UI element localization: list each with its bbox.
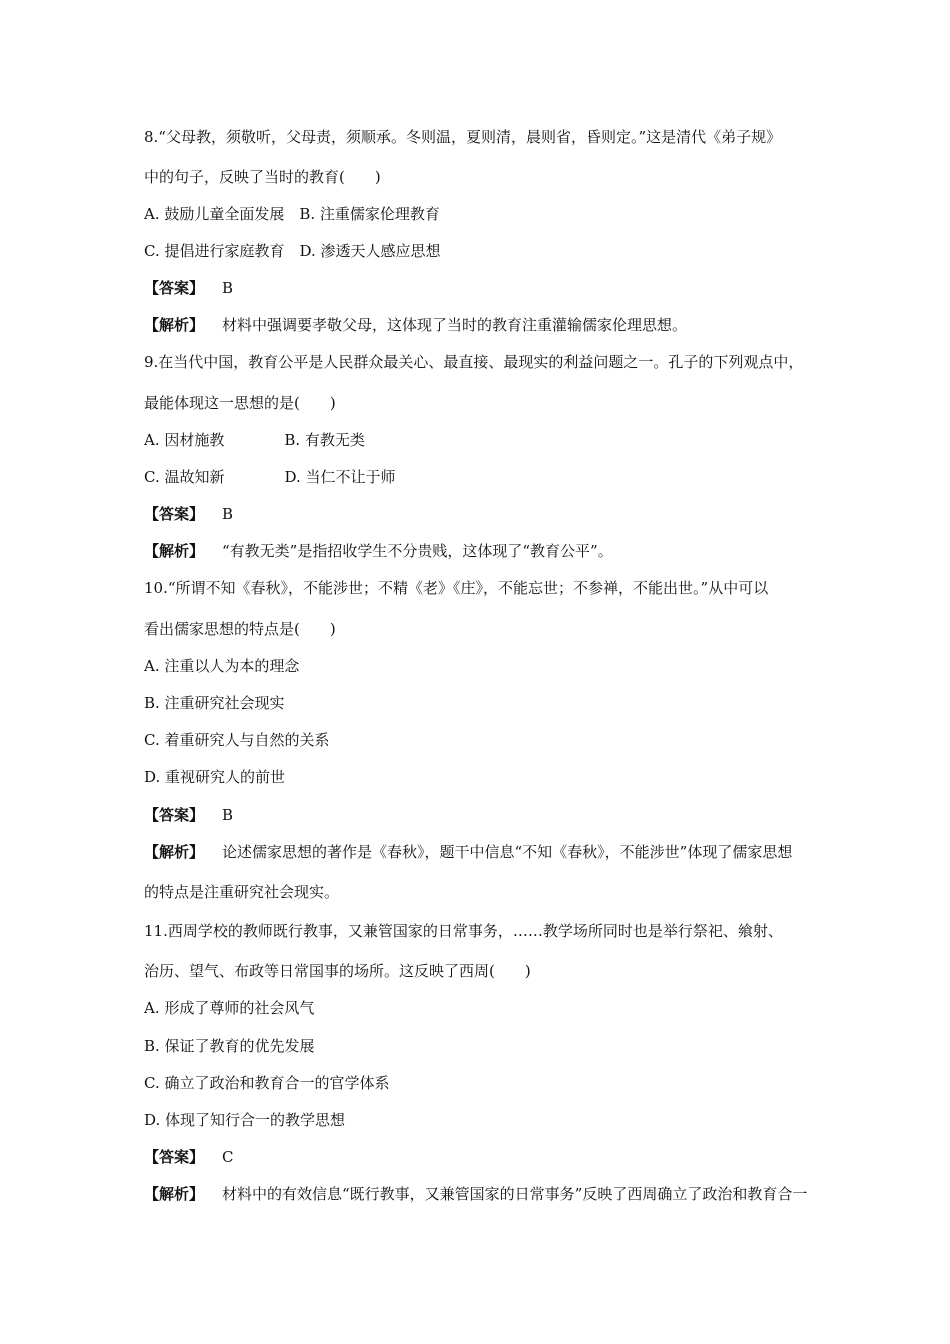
q9-analysis-row [144,541,824,561]
analysis-tag: 【解析】 [144,843,205,861]
q10-analysis-line2: 的特点是注重研究社会现实。 [144,883,340,901]
q8-analysis-row [144,315,824,335]
q11-analysis-row [144,1184,824,1204]
q11-option-c: C. 确立了政治和教育合一的官学体系 [144,1074,390,1092]
q9-options-ab: A. 因材施教 B. 有教无类 [144,431,365,449]
q8-analysis: 材料中强调要孝敬父母，这体现了当时的教育注重灌输儒家伦理思想。 [222,316,688,334]
answer-tag: 【答案】 [144,1148,205,1166]
q10-answer: B [222,806,234,824]
q10-stem-line2: 看出儒家思想的特点是( ) [144,620,336,638]
q11-option-d: D. 体现了知行合一的教学思想 [144,1111,346,1129]
q10-answer-row [144,805,824,825]
q10-stem-line1: 10.“所谓不知《春秋》，不能涉世；不精《老》《庄》，不能忘世；不参禅，不能出世。”从中可以 [144,579,769,597]
q8-options-ab: A. 鼓励儿童全面发展 B. 注重儒家伦理教育 [144,205,440,223]
q9-options-cd: C. 温故知新 D. 当仁不让于师 [144,468,396,486]
q11-answer-row [144,1147,824,1167]
q10-analysis: 论述儒家思想的著作是《春秋》，题干中信息“不知《春秋》，不能涉世”体现了儒家思想 [222,843,793,861]
answer-tag: 【答案】 [144,279,205,297]
q10-option-c: C. 着重研究人与自然的关系 [144,731,330,749]
q8-answer-row [144,278,824,298]
q8-stem-line2: 中的句子，反映了当时的教育( ) [144,168,381,186]
q8-options-cd: C. 提倡进行家庭教育 D. 渗透天人感应思想 [144,242,441,260]
q9-answer-row [144,504,824,524]
q11-stem-line1: 11.西周学校的教师既行教事，又兼管国家的日常事务，……教学场所同时也是举行祭祀、飨射、 [144,922,783,940]
analysis-tag: 【解析】 [144,1185,205,1203]
q10-option-a: A. 注重以人为本的理念 [144,657,300,675]
q10-option-d: D. 重视研究人的前世 [144,768,286,786]
analysis-tag: 【解析】 [144,542,205,560]
analysis-tag: 【解析】 [144,316,205,334]
answer-tag: 【答案】 [144,505,205,523]
q11-answer: C [222,1148,234,1166]
q10-option-b: B. 注重研究社会现实 [144,694,285,712]
q10-analysis-row [144,842,824,862]
q8-stem-line1: 8.“父母教，须敬听，父母责，须顺承。冬则温，夏则清，晨则省，昏则定。”这是清代《弟子规》 [144,128,782,146]
q8-answer: B [222,279,234,297]
q11-stem-line2: 治历、望气、布政等日常国事的场所。这反映了西周( ) [144,962,531,980]
q9-stem-line1: 9.在当代中国，教育公平是人民群众最关心、最直接、最现实的利益问题之一。孔子的下列观点中， [144,353,804,371]
q11-analysis: 材料中的有效信息“既行教事，又兼管国家的日常事务”反映了西周确立了政治和教育合一 [222,1185,808,1203]
q11-option-b: B. 保证了教育的优先发展 [144,1037,315,1055]
q9-stem-line2: 最能体现这一思想的是( ) [144,394,336,412]
answer-tag: 【答案】 [144,806,205,824]
q11-option-a: A. 形成了尊师的社会风气 [144,999,315,1017]
q9-answer: B [222,505,234,523]
q9-analysis: “有教无类”是指招收学生不分贵贱，这体现了“教育公平”。 [222,542,613,560]
